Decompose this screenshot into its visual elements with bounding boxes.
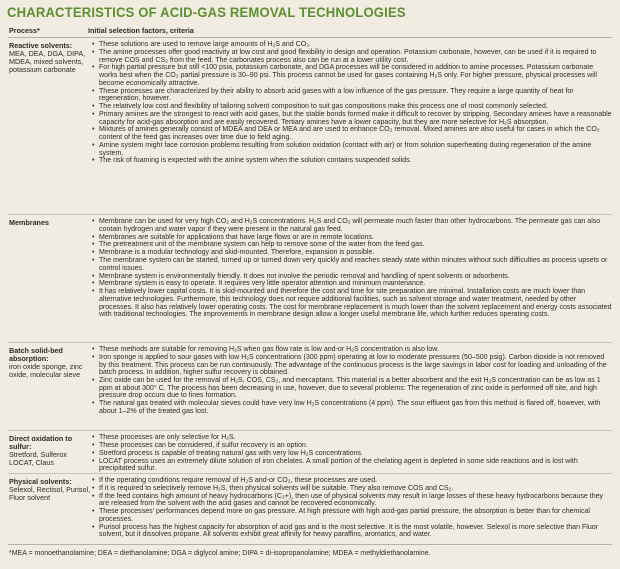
page-title: CHARACTERISTICS OF ACID-GAS REMOVAL TECHNOLOGIES [7,5,406,21]
criteria-item: • Membrane system is environmentally friendly. It does not involve the periodic removal and handling of spent solvents or adsorbents. [92,273,612,281]
criteria-item: • The pretreatment unit of the membrane system can help to remove some of the water from the feed gas. [92,241,612,249]
process-cell [8,41,92,211]
criteria-item: • Stretford process is capable of treating natural gas with very low H₂S concentrations. [92,450,612,458]
process-cell [8,346,92,427]
criteria-item: • For high partial pressure but still <100 psia, potassium carbonate, and DGA processes will be considered in addition to amine processes. Potassium carbonate works best when the CO₂ partial pressure is 30–90 psi. This process cannot be used for gases containing H₂S only. For higher pressure, physical processes will become economically attractive. [92,64,612,87]
criteria-item: • LOCAT process uses an extremely dilute solution of iron chelates. A small portion of the chelating agent is depleted in some side reactions and is lost with precipitated sulfur. [92,458,612,473]
criteria-cell [92,41,612,211]
criteria-item: • If it is required to selectively remove H₂S, then physical solvents will be suitable. They also remove COS and CS₂. [92,485,612,493]
table-body [8,38,612,545]
criteria-item: • Iron sponge is applied to sour gases with low H₂S concentrations (300 ppm) operating at low to moderate pressures (50–500 psig). Carbon dioxide is not removed by this treatment. This process can be run continuously. The advantage of the continuous process is the large savings in labor cost for loading and unloading of the batch process. In addition, higher sulfur recovery is obtained. [92,354,612,377]
process-name: Physical solvents: [9,477,72,486]
process-examples: Selexol, Rectisol, Purisol, Fluor solvent [9,485,91,503]
table-row [8,431,612,474]
process-cell [8,434,92,470]
criteria-item: • Amine system might face corrosion problems resulting from solution oxidation (contact with air) or from solution superheating during regeneration of the amine system. [92,142,612,157]
criteria-cell [92,218,612,339]
criteria-cell [92,346,612,427]
criteria-item: • These methods are suitable for removing H₂S when gas flow rate is low and-or H₂S concentration is also low. [92,346,612,354]
criteria-item: • The risk of foaming is expected with the amine system when the solution contains suspended solids. [92,157,612,165]
process-name: Reactive solvents: [9,41,73,50]
process-name: Direct oxidation to sulfur: [9,434,73,452]
table-header [8,26,612,38]
table-row [8,343,612,431]
criteria-item: • These processes' performances depend more on gas pressure. At high pressure with high acid-gas partial pressure, the absorption is better than for chemical processes. [92,508,612,523]
header-process: Process* [9,26,40,35]
criteria-item: • These solutions are used to remove large amounts of H₂S and CO₂. [92,41,612,49]
table-row [8,38,612,215]
process-cell [8,218,92,339]
criteria-item: • Primary amines are the strongest to react with acid gases, but the stable bonds formed make it difficult to recover by stripping. Secondary amines have a reasonable capacity for acid-gas absorption and are easily recovered. Tertiary amines have a lower capacity, but they are more selective for H₂S absorption. [92,111,612,126]
criteria-item: • Membranes are suitable for applications that have large flows or are in remote locations. [92,234,612,242]
criteria-item: • Membrane can be used for very high CO₂ and H₂S concentrations. H₂S and CO₂ will permeate much faster than other hydrocarbons. The permeate gas can also contain hydrogen and water vapor if they were present in the natural gas feed. [92,218,612,233]
process-cell [8,477,92,541]
process-examples: MEA, DEA, DGA, DIPA, MDEA, mixed solvents, potassium carbonate [9,49,86,75]
criteria-item: • The natural gas treated with molecular sieves could have very low H₂S concentrations (4 ppm). The sour effluent gas from this method is flared off, however, with about 1–2% of the treated gas lost. [92,400,612,415]
process-name: Membranes [9,218,49,227]
criteria-item: • The relatively low cost and flexibility of tailoring solvent composition to suit gas compositions make this process one of most commonly selected. [92,103,612,111]
table-row [8,215,612,343]
criteria-item: • These processes are characterized by their ability to absorb acid gases with a low influence of the gas pressure. They require a large quantity of heat for regeneration, however. [92,88,612,103]
criteria-cell [92,477,612,541]
header-criteria: Initial selection factors, criteria [88,26,194,35]
criteria-item: • If the feed contains high amount of heavy hydrocarbons (C₃+), then use of physical solvents may result in large losses of these heavy hydrocarbons because they are released from the solvent with the acid gases and cannot be recovered economically. [92,493,612,508]
criteria-item: • Purisol process has the highest capacity for absorption of acid gas and is the most selective. It is the most volatile, however. Selexol is more selective than Fluor solvent, but it dissolves propane. All solvents exhibit great affinity for heavy paraffins, aromatics, and water. [92,524,612,539]
criteria-item: • Membrane is a modular technology and skid-mounted. Therefore, expansion is possible. [92,249,612,257]
criteria-item: • The amine processes offer good reactivity at low cost and good flexibility in design and operation. Potassium carbonate, however, can be used if it is required to remove COS and CS₂ from the feed. The carbonates process also can be run at a lower utility cost. [92,49,612,64]
footnote: *MEA = monoethanolamine; DEA = diethanolamine; DGA = diglycol amine; DIPA = di-isopropanolamine; MDEA = methyldiethanolamine. [9,550,431,557]
criteria-item: • The membrane system can be started, turned up or turned down very quickly and reaches steady state within minutes without such difficulties as process upsets or control issues. [92,257,612,272]
table-row [8,474,612,545]
criteria-item: • Membrane system is easy to operate. It requires very little operator attention and minimum maintenance. [92,280,612,288]
process-examples: Stretford, Sulferox LOCAT, Claus [9,450,67,468]
process-name: Batch solid-bed absorption: [9,346,63,364]
criteria-item: • Mixtures of amines generally consist of MDEA and DEA or MEA and are used to enhance CO₂ removal. Mixed amines are also useful for cases in which the CO₂ content of the feed gas increases over time due to field aging. [92,126,612,141]
criteria-cell [92,434,612,473]
criteria-item: • It has relatively lower capital costs. It is skid-mounted and therefore the cost and time for site preparation are minimal. Installation costs are much lower than alternative technologies. Furthermore, this technology does not require additional facilities, such as solvent storage and water treatment, needed by other processes. It also has relatively lower operating costs. The cost for membrane replacement is much lower than the solvent replacement and energy costs associated with traditional technologies. The improvements in membrane design allow a longer useful membrane life, which further reduces operating costs. [92,288,612,319]
criteria-item: • If the operating conditions require removal of H₂S and-or CO₂, these processes are used. [92,477,612,485]
process-examples: iron oxide sponge, zinc oxide, molecular sieve [9,362,83,380]
criteria-item: • Zinc oxide can be used for the removal of H₂S, COS, CS₂, and mercaptans. This material is a better absorbent and the exit H₂S concentration can be as low as 1 ppm at about 300° C. The process has been decreasing in use, however, due to several problems: The regeneration of zinc oxide is performed off site, and high pressure drop occurs due to fines formation. [92,377,612,400]
criteria-item: • These processes are only selective for H₂S. [92,434,612,442]
criteria-item: • These processes can be considered, if sulfur recovery is an option. [92,442,612,450]
